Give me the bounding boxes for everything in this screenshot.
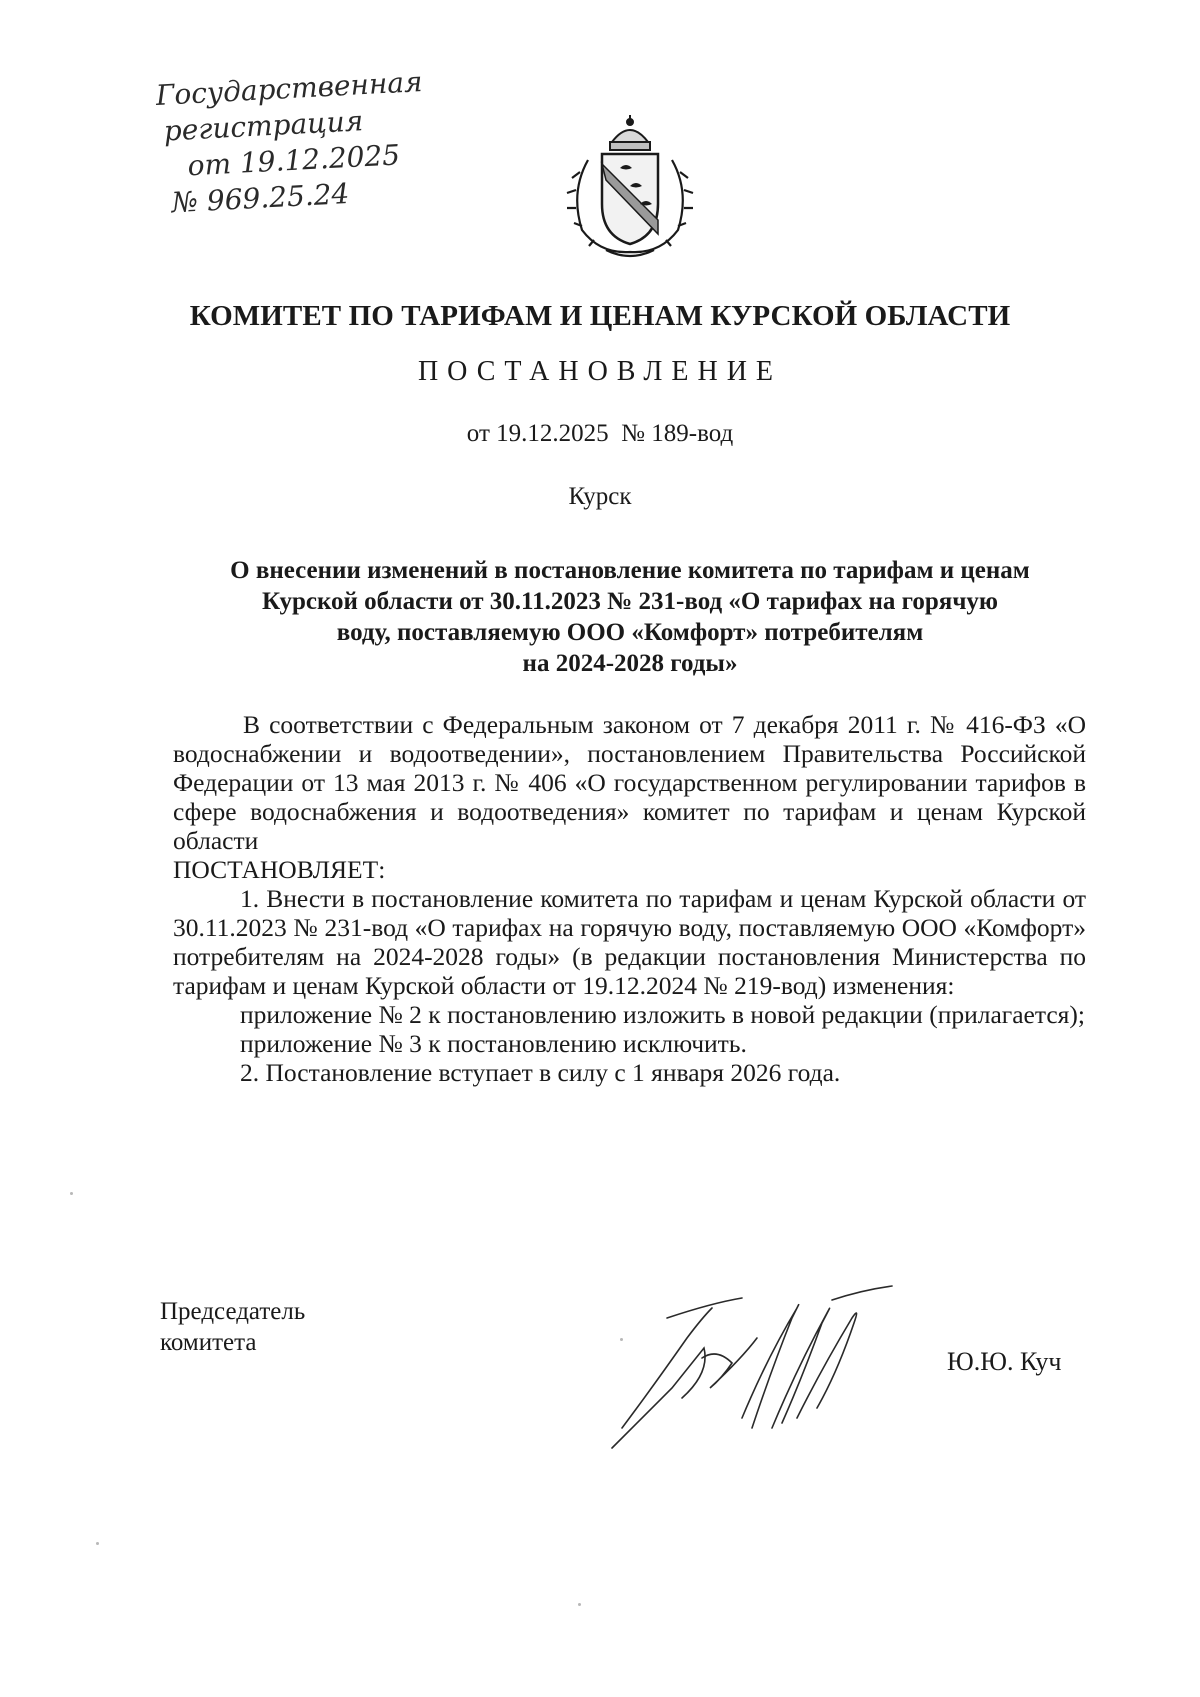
handwritten-signature [592,1278,922,1458]
scan-speck [96,1542,99,1545]
scan-speck [620,1338,623,1341]
resolves-label: ПОСТАНОВЛЯЕТ: [173,855,386,884]
title-line: воду, поставляемую ООО «Комфорт» потребителям [336,619,924,646]
title-line: О внесении изменений в постановление комитета по тарифам и ценам [230,557,1030,584]
signatory-name: Ю.Ю. Куч [947,1347,1062,1376]
document-city: Курск [568,483,632,510]
item-2-paragraph: 2. Постановление вступает в силу с 1 января 2026 года. [240,1058,841,1087]
preamble-paragraph: В соответствии с Федеральным законом от 7 декабря 2011 г. № 416-ФЗ «О водоснабжении и водоотведении», постановлением Правительства Российской Федерации от 13 мая 2013 г. № 406 «О государственном регулировании тарифов в сфере водоснабжения и водоотведения» комитет по тарифам и ценам Курской области [173,710,1086,855]
signatory-position-line: Председатель [160,1298,306,1325]
document-body [173,710,1086,1087]
scan-speck [578,1603,581,1606]
registration-note-line: от 19.12.2025 [186,138,401,183]
item-1a-paragraph: приложение № 2 к постановлению изложить в новой редакции (прилагается); [240,1000,1085,1029]
scan-speck [70,1192,73,1195]
item-1b-paragraph: приложение № 3 к постановлению исключить. [240,1029,747,1058]
registration-note [155,64,432,222]
document-title [175,555,1085,679]
registration-note-line: № 969.25.24 [170,177,351,220]
signatory-position-line: комитета [160,1329,257,1356]
item-1-paragraph: 1. Внести в постановление комитета по тарифам и ценам Курской области от 30.11.2023 № 231-вод «О тарифах на горячую воду, поставляемую ООО «Комфорт» потребителям на 2024-2028 годы» (в редакции постановления Министерства по тарифам и ценам Курской области от 19.12.2024 № 219-вод) изменения: [173,884,1086,1000]
organization-name: КОМИТЕТ ПО ТАРИФАМ И ЦЕНАМ КУРСКОЙ ОБЛАСТИ [189,300,1011,332]
document-date-number: от 19.12.2025 № 189-вод [466,420,734,447]
title-line: Курской области от 30.11.2023 № 231-вод «О тарифах на горячую [261,588,999,615]
registration-note-line: Государственная [155,65,424,112]
kursk-coat-of-arms-icon [560,112,700,262]
signatory-position [160,1296,305,1358]
registration-note-line: регистрация [162,104,365,148]
document-type: ПОСТАНОВЛЕНИЕ [417,356,783,387]
title-line: на 2024-2028 годы» [522,650,738,677]
